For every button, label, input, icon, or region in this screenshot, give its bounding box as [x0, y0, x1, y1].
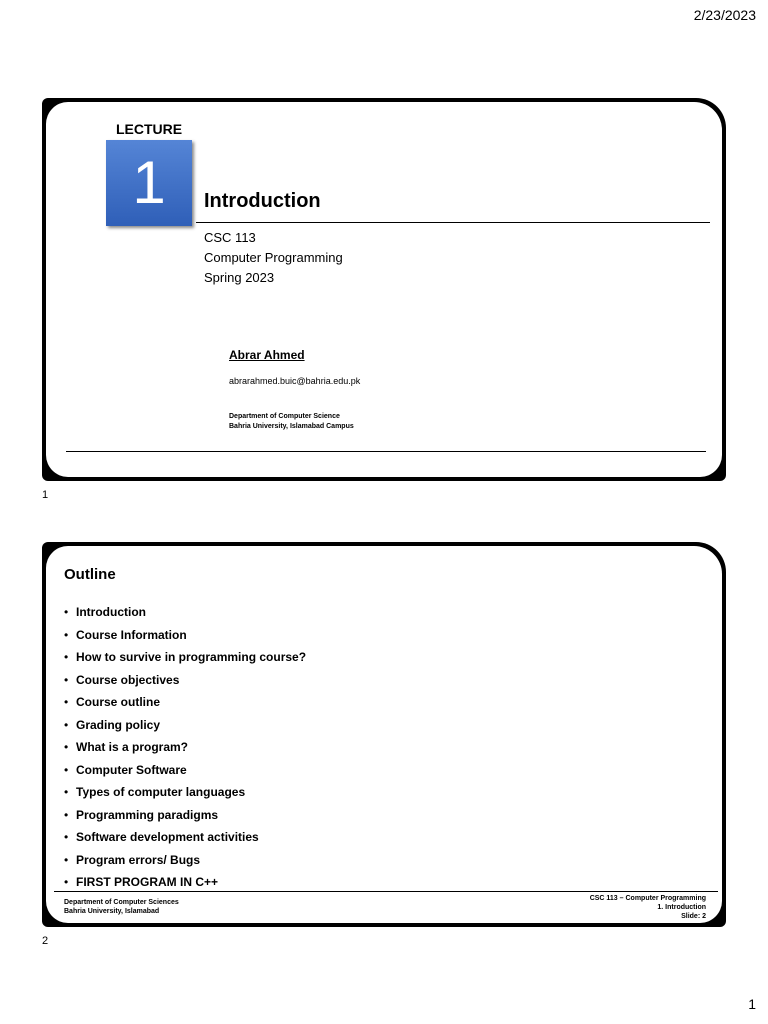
bullet-icon: • [64, 650, 69, 664]
bullet-icon: • [64, 740, 69, 754]
outline-item-label: Computer Software [76, 762, 187, 777]
outline-item [64, 781, 306, 804]
outline-item-label: Course objectives [76, 672, 180, 687]
footer-chapter: 1. Introduction [657, 904, 706, 911]
bullet-icon: • [64, 717, 69, 732]
outline-item [64, 759, 306, 782]
outline-title: Outline [64, 566, 116, 583]
footer-slide-number: Slide: 2 [681, 913, 706, 920]
outline-item [64, 601, 306, 624]
slide-title: Introduction [204, 190, 321, 212]
footer-department: Department of Computer Sciences [64, 899, 179, 906]
bullet-icon: • [64, 672, 69, 687]
outline-item [64, 849, 306, 872]
outline-item-label: What is a program? [76, 740, 189, 754]
print-date: 2/23/2023 [693, 7, 756, 23]
outline-item [64, 646, 306, 669]
bottom-divider [66, 451, 706, 452]
footer-university: Bahria University, Islamabad [64, 908, 160, 915]
footer-course: CSC 113 – Computer Programming [589, 895, 706, 902]
outline-item-label: Grading policy [76, 717, 161, 732]
outline-item [64, 826, 306, 849]
footer-left [64, 898, 179, 916]
bullet-icon: • [64, 852, 69, 867]
bullet-icon: • [64, 695, 69, 709]
slide-1 [42, 98, 726, 481]
university-name: Bahria University, Islamabad Campus [229, 423, 354, 430]
outline-item-label: How to survive in programming course? [76, 650, 307, 664]
department-name: Department of Computer Science [229, 413, 340, 420]
course-name: Computer Programming [204, 250, 343, 265]
bullet-icon: • [64, 605, 69, 619]
footer-divider [54, 891, 718, 892]
bullet-icon: • [64, 627, 69, 642]
slide-1-content [46, 102, 722, 477]
bullet-icon: • [64, 762, 69, 777]
outline-item-label: Course outline [76, 695, 161, 709]
title-divider [196, 222, 710, 223]
outline-item-label: Programming paradigms [76, 807, 219, 822]
bullet-icon: • [64, 875, 69, 889]
slide-1-number: 1 [42, 489, 49, 501]
slide-2 [42, 542, 726, 927]
outline-item [64, 714, 306, 737]
course-term: Spring 2023 [204, 270, 275, 285]
outline-item [64, 736, 306, 759]
author-email: abrarahmed.buic@bahria.edu.pk [229, 376, 361, 386]
outline-item [64, 624, 306, 647]
course-info [204, 228, 343, 288]
outline-item [64, 691, 306, 714]
outline-item-label: Software development activities [76, 830, 259, 844]
outline-item [64, 804, 306, 827]
outline-item-label: Program errors/ Bugs [76, 852, 201, 867]
slide-2-content [46, 546, 722, 923]
bullet-icon: • [64, 830, 69, 844]
footer-right [590, 894, 706, 921]
outline-item-label: Introduction [76, 605, 146, 619]
outline-item-label: Types of computer languages [76, 785, 246, 799]
author-name: Abrar Ahmed [229, 348, 305, 362]
outline-list [64, 601, 306, 894]
outline-item-label: Course Information [76, 627, 187, 642]
lecture-number-box: 1 [106, 140, 192, 226]
outline-item [64, 669, 306, 692]
lecture-label: LECTURE [116, 121, 183, 137]
department-info [229, 412, 354, 432]
outline-item-label: FIRST PROGRAM IN C++ [76, 875, 219, 889]
page-number: 1 [748, 996, 756, 1012]
slide-2-number: 2 [42, 935, 49, 947]
course-code: CSC 113 [204, 230, 256, 245]
bullet-icon: • [64, 785, 69, 799]
bullet-icon: • [64, 807, 69, 822]
